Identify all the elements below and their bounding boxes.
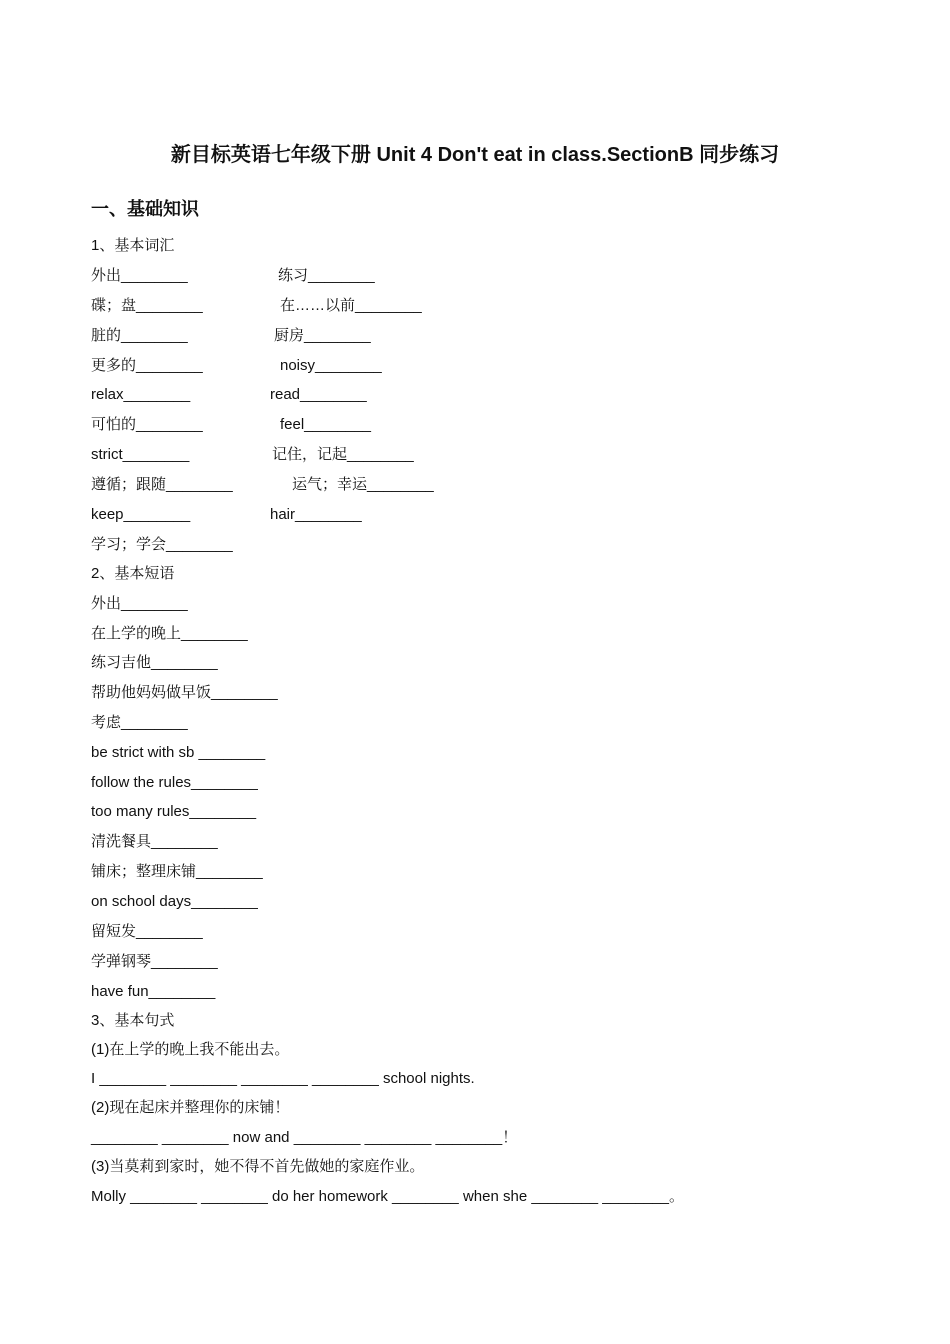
vocab-item: 碟；盘________	[91, 297, 203, 314]
phrase-item: 铺床；整理床铺________	[91, 863, 263, 880]
phrase-item: 学弹钢琴________	[91, 953, 218, 970]
page-title: 新目标英语七年级下册 Unit 4 Don't eat in class.SectionB 同步练习	[170, 144, 780, 166]
vocab-item: 厨房________	[274, 327, 371, 344]
sentence-prompt: (1)在上学的晚上我不能出去。	[91, 1041, 290, 1058]
vocab-item: 可怕的________	[91, 416, 203, 433]
phrase-item: 留短发________	[91, 923, 203, 940]
vocab-row	[91, 326, 371, 346]
vocab-item: noisy________	[280, 357, 382, 374]
vocab-item: hair________	[270, 506, 362, 523]
vocab-item: 外出________	[91, 267, 188, 284]
vocab-item: feel________	[280, 416, 371, 433]
sentence-blank-line: ________ ________ now and ________ ________ ________！	[91, 1129, 518, 1146]
vocab-item: 遵循；跟随________	[91, 476, 233, 493]
vocab-row	[91, 385, 367, 405]
vocab-row	[91, 535, 233, 555]
sentence-blank-line: Molly ________ ________ do her homework ________ when she ________ ________。	[91, 1188, 684, 1205]
vocab-heading: 1、基本词汇	[91, 237, 175, 254]
sentence-prompt: (2)现在起床并整理你的床铺！	[91, 1099, 290, 1116]
vocab-row	[91, 266, 375, 286]
vocab-row	[91, 415, 371, 435]
sentence-prompt: (3)当莫莉到家时，她不得不首先做她的家庭作业。	[91, 1158, 425, 1175]
vocab-item: 记住，记起________	[272, 446, 414, 463]
phrase-item: 清洗餐具________	[91, 833, 218, 850]
vocab-item: strict________	[91, 446, 190, 463]
phrase-item: 帮助他妈妈做早饭________	[91, 684, 278, 701]
phrase-item: follow the rules________	[91, 774, 258, 791]
vocab-item: 运气；幸运________	[292, 476, 434, 493]
vocab-item: read________	[270, 386, 367, 403]
vocab-item: 学习；学会________	[91, 536, 233, 553]
vocab-item: 脏的________	[91, 327, 188, 344]
phrase-item: on school days________	[91, 893, 258, 910]
section-heading-basic-knowledge: 一、基础知识	[91, 199, 199, 219]
phrase-item: be strict with sb ________	[91, 744, 266, 761]
vocab-row	[91, 356, 382, 376]
sentence-blank-line: I ________ ________ ________ ________ school nights.	[91, 1070, 475, 1087]
vocab-item: 在……以前________	[280, 297, 422, 314]
phrases-heading: 2、基本短语	[91, 565, 175, 582]
vocab-row	[91, 445, 414, 465]
phrase-item: 练习吉他________	[91, 654, 218, 671]
phrase-item: 在上学的晚上________	[91, 625, 248, 642]
phrase-item: have fun________	[91, 983, 216, 1000]
vocab-item: 更多的________	[91, 357, 203, 374]
vocab-row	[91, 475, 434, 495]
sentences-heading: 3、基本句式	[91, 1012, 175, 1029]
vocab-item: 练习________	[278, 267, 375, 284]
phrase-item: 外出________	[91, 595, 188, 612]
vocab-row	[91, 505, 362, 525]
vocab-item: relax________	[91, 386, 191, 403]
vocab-row	[91, 296, 422, 316]
phrase-item: too many rules________	[91, 803, 257, 820]
vocab-item: keep________	[91, 506, 191, 523]
phrase-item: 考虑________	[91, 714, 188, 731]
